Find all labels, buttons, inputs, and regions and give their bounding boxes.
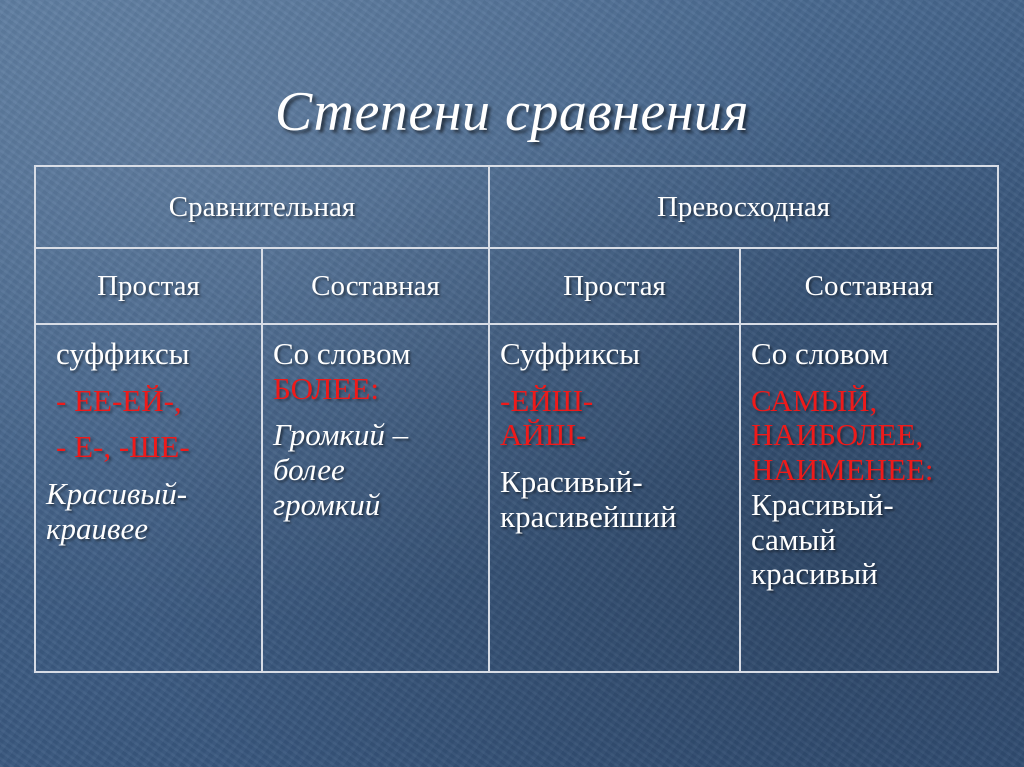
suffix-value: -ЕЙШ-	[500, 382, 594, 418]
suffix-value: - Е-, -ШЕ-	[56, 429, 190, 465]
helper-word: НАИМЕНЕЕ:	[751, 452, 934, 488]
example-text: красивейший	[500, 498, 677, 534]
helper-word: НАИБОЛЕЕ,	[751, 417, 924, 453]
word-label: Со словом	[751, 336, 889, 371]
subheader-superlative-simple: Простая	[489, 248, 740, 324]
example-text: Красивый-	[500, 464, 643, 500]
group-header-superlative: Превосходная	[489, 166, 998, 248]
example-text: Красивый-	[46, 476, 188, 512]
example-text: краивее	[46, 510, 148, 546]
example-text: громкий	[273, 486, 381, 522]
example-text: Громкий –	[273, 417, 409, 453]
group-header-comparative: Сравнительная	[35, 166, 489, 248]
subheader-row	[35, 248, 998, 324]
suffix-label: суффиксы	[56, 336, 190, 371]
helper-word: САМЫЙ,	[751, 382, 878, 418]
suffix-value: - ЕЕ-ЕЙ-,	[56, 382, 182, 418]
example-text: Красивый-	[751, 486, 894, 522]
subheader-comparative-compound: Составная	[262, 248, 489, 324]
example-text: более	[273, 452, 345, 488]
group-header-row	[35, 166, 998, 248]
suffix-value: АЙШ-	[500, 417, 587, 453]
subheader-comparative-simple: Простая	[35, 248, 262, 324]
cell-superlative-simple	[489, 324, 740, 672]
suffix-label: Суффиксы	[500, 336, 641, 371]
content-row	[35, 324, 998, 672]
cell-comparative-compound	[262, 324, 489, 672]
cell-comparative-simple	[35, 324, 262, 672]
example-text: красивый	[751, 556, 878, 592]
slide-title: Степени сравнения	[274, 81, 750, 143]
subheader-superlative-compound: Составная	[740, 248, 998, 324]
helper-word: БОЛЕЕ:	[273, 370, 379, 406]
comparison-table	[34, 165, 999, 673]
word-label: Со словом	[273, 336, 411, 371]
cell-superlative-compound	[740, 324, 998, 672]
example-text: самый	[751, 521, 836, 557]
